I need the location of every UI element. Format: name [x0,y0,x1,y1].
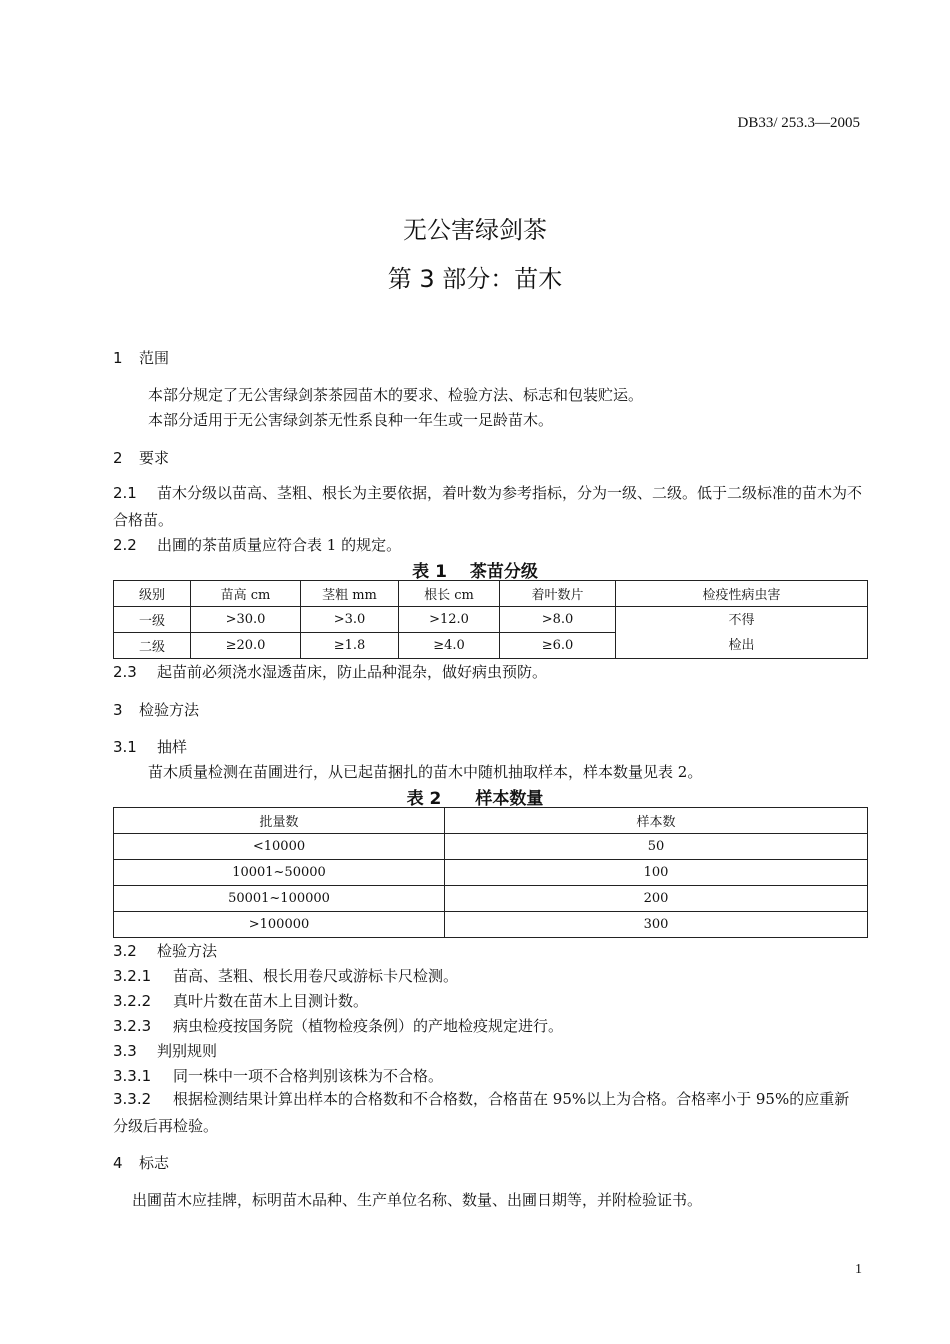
header-cell: 根长 cm [399,581,500,607]
clause-number: 3.3.2 [113,1090,152,1108]
clause-text: 出圃的茶苗质量应符合表 1 的规定。 [157,536,402,554]
section-title: 范围 [139,349,170,367]
section-number: 4 [113,1154,123,1172]
clause-3-1-text: 苗木质量检测在苗圃进行，从已起苗捆扎的苗木中随机抽取样本，样本数量见表 2。 [148,763,703,781]
clause-title: 抽样 [157,738,188,756]
header-cell: 样本数 [445,808,868,834]
header-cell: 茎粗 mm [301,581,399,607]
quarantine-text-line-2: 检出 [728,637,755,653]
table-cell: ≥6.0 [500,633,616,659]
header-cell: 苗高 cm [191,581,301,607]
clause-2-3 [113,661,547,682]
clause-3-2-3 [113,1015,563,1036]
clause-text: 根据检测结果计算出样本的合格数和不合格数，合格苗在 95%以上为合格。合格率小于 95%的应重新分级后再检验。 [113,1090,850,1135]
clause-3-3-2 [113,1086,863,1140]
table-row [114,834,868,860]
section-title: 要求 [139,449,170,467]
section-number: 3 [113,701,123,719]
document-subtitle: 第 3 部分：苗木 [387,265,563,293]
clause-text: 同一株中一项不合格判别该株为不合格。 [173,1067,444,1085]
clause-number: 3.2.3 [113,1017,152,1035]
section-4-heading [113,1152,169,1173]
table-1-caption: 表 1 茶苗分级 [412,562,538,582]
clause-number: 3.3.1 [113,1067,152,1085]
table-row [114,912,868,938]
clause-3-2-1 [113,965,458,986]
clause-number: 3.2 [113,942,137,960]
section-number: 1 [113,349,123,367]
page-number: 1 [855,1262,862,1277]
header-cell: 检疫性病虫害 [616,581,868,607]
section-1-heading [113,347,169,368]
table-cell: <10000 [114,834,445,860]
table-cell: ≥4.0 [399,633,500,659]
clause-text: 苗高、茎粗、根长用卷尺或游标卡尺检测。 [173,967,459,985]
table-2 [113,807,868,938]
table-1 [113,580,868,659]
clause-3-2-2 [113,990,368,1011]
table-row [114,886,868,912]
header-cell: 着叶数片 [500,581,616,607]
document-code: DB33/ 253.3—2005 [737,115,860,131]
clause-text: 苗木分级以苗高、茎粗、根长为主要依据，着叶数为参考指标，分为一级、二级。低于二级标准的苗木为不合格苗。 [113,484,863,529]
clause-title: 判别规则 [157,1042,218,1060]
quarantine-text-line-1: 不得 [728,612,755,628]
section-2-heading [113,447,169,468]
table-cell: 一级 [114,607,191,633]
table-cell: 二级 [114,633,191,659]
clause-number: 3.2.1 [113,967,152,985]
table-cell: >30.0 [191,607,301,633]
clause-2-2 [113,534,401,555]
table-cell: >8.0 [500,607,616,633]
clause-number: 2.2 [113,536,137,554]
section-3-heading [113,699,199,720]
table-cell: 50001~100000 [114,886,445,912]
table-cell: >100000 [114,912,445,938]
clause-text: 真叶片数在苗木上目测计数。 [173,992,369,1010]
table-cell: >12.0 [399,607,500,633]
clause-text: 病虫检疫按国务院（植物检疫条例）的产地检疫规定进行。 [173,1017,564,1035]
clause-3-2-heading [113,940,217,961]
clause-number: 3.1 [113,738,137,756]
clause-3-3-heading [113,1040,217,1061]
clause-3-1-heading [113,736,187,757]
clause-number: 2.1 [113,484,137,502]
document-title: 无公害绿剑茶 [403,216,547,244]
clause-title: 检验方法 [157,942,218,960]
table-header-row [114,581,868,607]
section-title: 标志 [139,1154,170,1172]
table-cell: ≥20.0 [191,633,301,659]
table-row [114,860,868,886]
table-2-caption: 表 2 样本数量 [406,789,544,809]
header-cell: 级别 [114,581,191,607]
clause-number: 3.3 [113,1042,137,1060]
clause-text: 起苗前必须浇水湿透苗床，防止品种混杂，做好病虫预防。 [157,663,548,681]
section-1-paragraph-2: 本部分适用于无公害绿剑茶无性系良种一年生或一足龄苗木。 [148,411,554,429]
section-4-text: 出圃苗木应挂牌，标明苗木品种、生产单位名称、数量、出圃日期等，并附检验证书。 [132,1191,703,1209]
table-cell: >3.0 [301,607,399,633]
clause-2-1 [113,480,863,534]
section-1-paragraph-1: 本部分规定了无公害绿剑茶茶园苗木的要求、检验方法、标志和包装贮运。 [148,386,644,404]
clause-number: 3.2.2 [113,992,152,1010]
clause-number: 2.3 [113,663,137,681]
table-cell: 300 [445,912,868,938]
table-cell: 200 [445,886,868,912]
section-number: 2 [113,449,123,467]
header-cell: 批量数 [114,808,445,834]
clause-3-3-1 [113,1065,443,1086]
table-cell: 100 [445,860,868,886]
table-row [114,607,868,633]
section-title: 检验方法 [139,701,200,719]
table-cell: 10001~50000 [114,860,445,886]
quarantine-cell [616,607,868,659]
table-cell: ≥1.8 [301,633,399,659]
table-header-row [114,808,868,834]
table-cell: 50 [445,834,868,860]
